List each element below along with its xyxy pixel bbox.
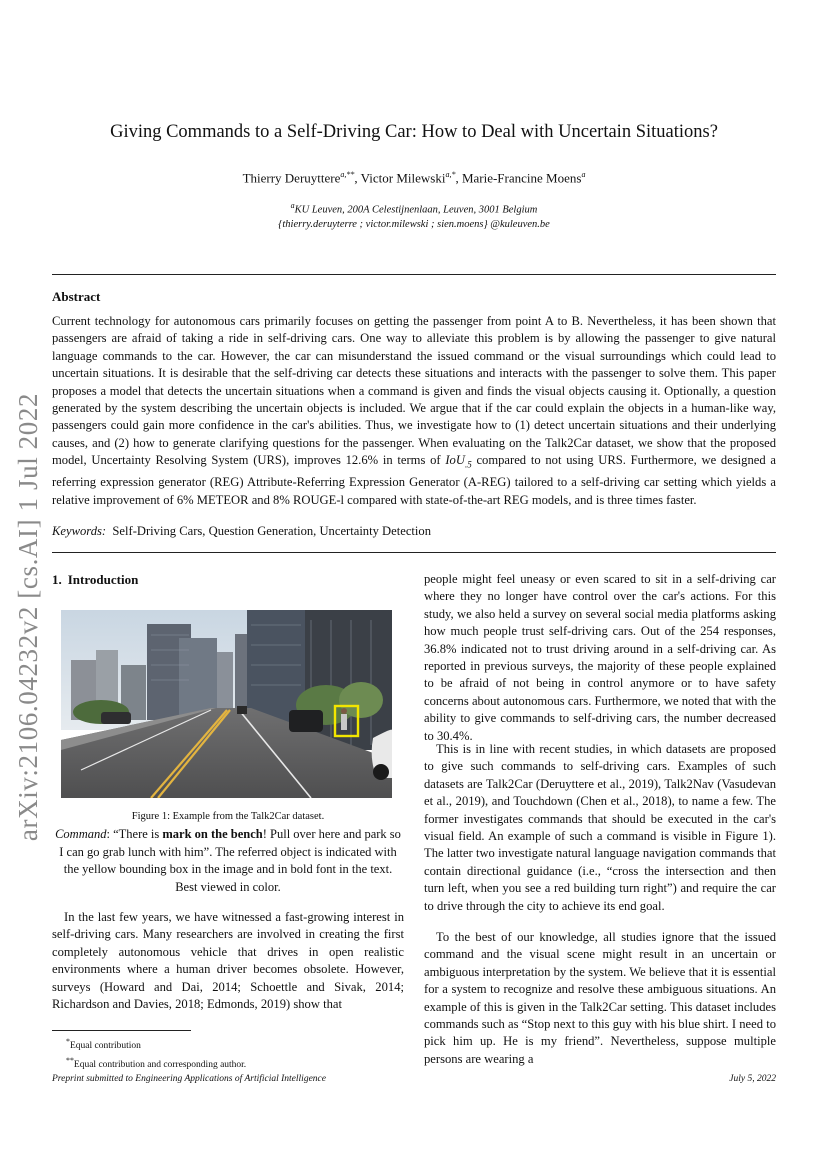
keywords-label: Keywords:: [52, 524, 107, 538]
intro-paragraph-right-1: people might feel uneasy or even scared to sit in a self-driving car where they no longer have control over the car's actions. For this study, we also held a survey on several social media platforms asking how much people trust self-driving cars. Out of the 254 responses, 36.8% indicated not to trust driving around in a self-driving car. As reported in previous surveys, the majority of these people explained to be afraid of not being in control anymore or to have safety concerns about autonomous cars. Furthermore, we noted that with the ability to give commands to self-driving cars, the number decreased to 30.4%.: [424, 572, 776, 743]
abstract-text: [52, 313, 776, 509]
abstract-heading: Abstract: [52, 289, 101, 304]
bottom-rule: [52, 552, 776, 553]
intro-paragraph-right-3: To the best of our knowledge, all studies ignore that the issued command and the visual scene might result in an uncertain or ambiguous interpretation by the system. We believe that it is essential for a system to recognize and resolve these ambiguous situations. An example of this is given in the Talk2Car setting. This dataset includes commands such as “Stop next to this guy with his blue shirt. I need to pick him up. He is my friend”. Nevertheless, suppose multiple persons are wearing a: [424, 930, 776, 1066]
street-scene-illustration: [61, 610, 392, 798]
footnotes: [52, 1035, 404, 1072]
footer-date: July 5, 2022: [729, 1074, 776, 1084]
caption-bold: mark on the bench: [162, 827, 263, 841]
footnote-rule: [52, 1030, 191, 1031]
intro-paragraph-right-2: This is in line with recent studies, in which datasets are proposed to give such commands to self-driving cars. Examples of such datasets are Talk2Car (Deruyttere et al., 2019), Talk2Nav (Vasudevan et al., 2019), and Touchdown (Chen et al., 2018), to name a few. The former investigates commands that should be executed in the car's visual field. An example of such a command is visible in Figure 1). The latter two investigate natural language navigation commands that contain directional guidance (i.e., “cross the intersection and then turn left, when you see a red building turn right”) and require the car to drive through the city to achieve its end goal.: [424, 742, 776, 913]
author-name: Marie-Francine Moens: [461, 170, 582, 186]
section-number: 1.: [52, 572, 62, 587]
abstract-part: Current technology for autonomous cars primarily focuses on getting the passenger from point A to B. Nevertheless, it has been shown that passengers are afraid of taking a ride in self-driving cars. One way to alleviate this problem is by allowing the passenger to give natural language commands to the car. However, the car can misunderstand the issued command or the visual surroundings which could lead to uncertain situations. It is desirable that the self-driving car detects these situations and interacts with the passenger to solve them. This paper proposes a model that detects the uncertain situations when a command is given and finds the visual objects causing it. Optionally, a question generated by the system describing the uncertain objects is included. We argue that if the car could explain the objects in a human-like way, passengers could gain more confidence in the car's abilities. Thus, we investigate how to (1) detect uncertain situations and their underlying causes, and (2) how to generate clarifying questions for the passenger. When evaluating on the Talk2Car dataset, we show that the proposed model, Uncertainty Resolving System (URS), improves 12.6% in terms of: [52, 314, 776, 468]
author-affil-mark: a,*: [445, 170, 456, 179]
section-heading: [52, 572, 404, 588]
emails: {thierry.deruyterre ; victor.milewski ; sien.moens} @kuleuven.be: [278, 218, 550, 230]
affil-mark: a: [290, 201, 295, 210]
metric: IoU: [445, 453, 465, 468]
abstract-part: compared to not using URS. Furthermore, we designed a referring expression generator (REG) Attribute-Referring Expression Generator (A-REG) tailored to a self-driving car setting which yields a relative improvement of 6% METEOR and 8% ROUGE-l compared with state-of-the-art REG models, and is three times faster.: [52, 453, 776, 507]
figure-caption: [52, 826, 404, 896]
footnote-text: Equal contribution: [69, 1041, 141, 1052]
figure-caption-title: Figure 1: Example from the Talk2Car dataset.: [131, 811, 325, 822]
intro-paragraph-left: In the last few years, we have witnessed a fast-growing interest in self-driving cars. Many researchers are involved in creating the first completely autonomous vehicle that drives in open realistic environments where a human driver becomes obsolete. However, surveys (Howard and Dai, 2014; Schoettle and Sivak, 2014; Richardson and Davies, 2018; Edmonds, 2019) show that: [52, 910, 404, 1012]
caption-part: ! Pull over here and park so I can go grab lunch with him”. The referred object is indicated with the yellow bounding box in the image and in bold font in the text. Best viewed in color.: [59, 827, 401, 894]
author-affil-mark: a: [581, 170, 586, 179]
footer-journal: Preprint submitted to Engineering Applications of Artificial Intelligence: [52, 1074, 326, 1084]
caption-part: : “There is: [106, 827, 163, 841]
metric-sub: .5: [464, 459, 472, 470]
caption-command-label: Command: [55, 827, 107, 841]
author-affil-mark: a,**: [340, 170, 355, 179]
author-name: Thierry Deruyttere: [242, 170, 341, 186]
arxiv-side-stamp: arXiv:2106.04232v2 [cs.AI] 1 Jul 2022: [13, 392, 43, 842]
affiliation-block: [52, 199, 776, 232]
figure-street-image: [61, 610, 392, 798]
paper-title: Giving Commands to a Self-Driving Car: How to Deal with Uncertain Situations?: [110, 122, 718, 142]
top-rule: [52, 274, 776, 275]
affiliation: KU Leuven, 200A Celestijnenlaan, Leuven, 3001 Belgium: [294, 204, 538, 216]
footnote-mark: **: [66, 1055, 74, 1065]
author-name: Victor Milewski: [360, 170, 446, 186]
keywords-line: [52, 524, 776, 539]
footnote-mark: *: [66, 1037, 70, 1046]
footnote-text: Equal contribution and corresponding author.: [73, 1059, 247, 1070]
author-list: Thierry Deruyttere$^{a,**}$, Victor Milewski$^{a,*}$, Marie-Francine Moens$^a$: [242, 170, 586, 186]
section-title: Introduction: [67, 572, 139, 587]
keywords: Self-Driving Cars, Question Generation, Uncertainty Detection: [112, 524, 432, 538]
